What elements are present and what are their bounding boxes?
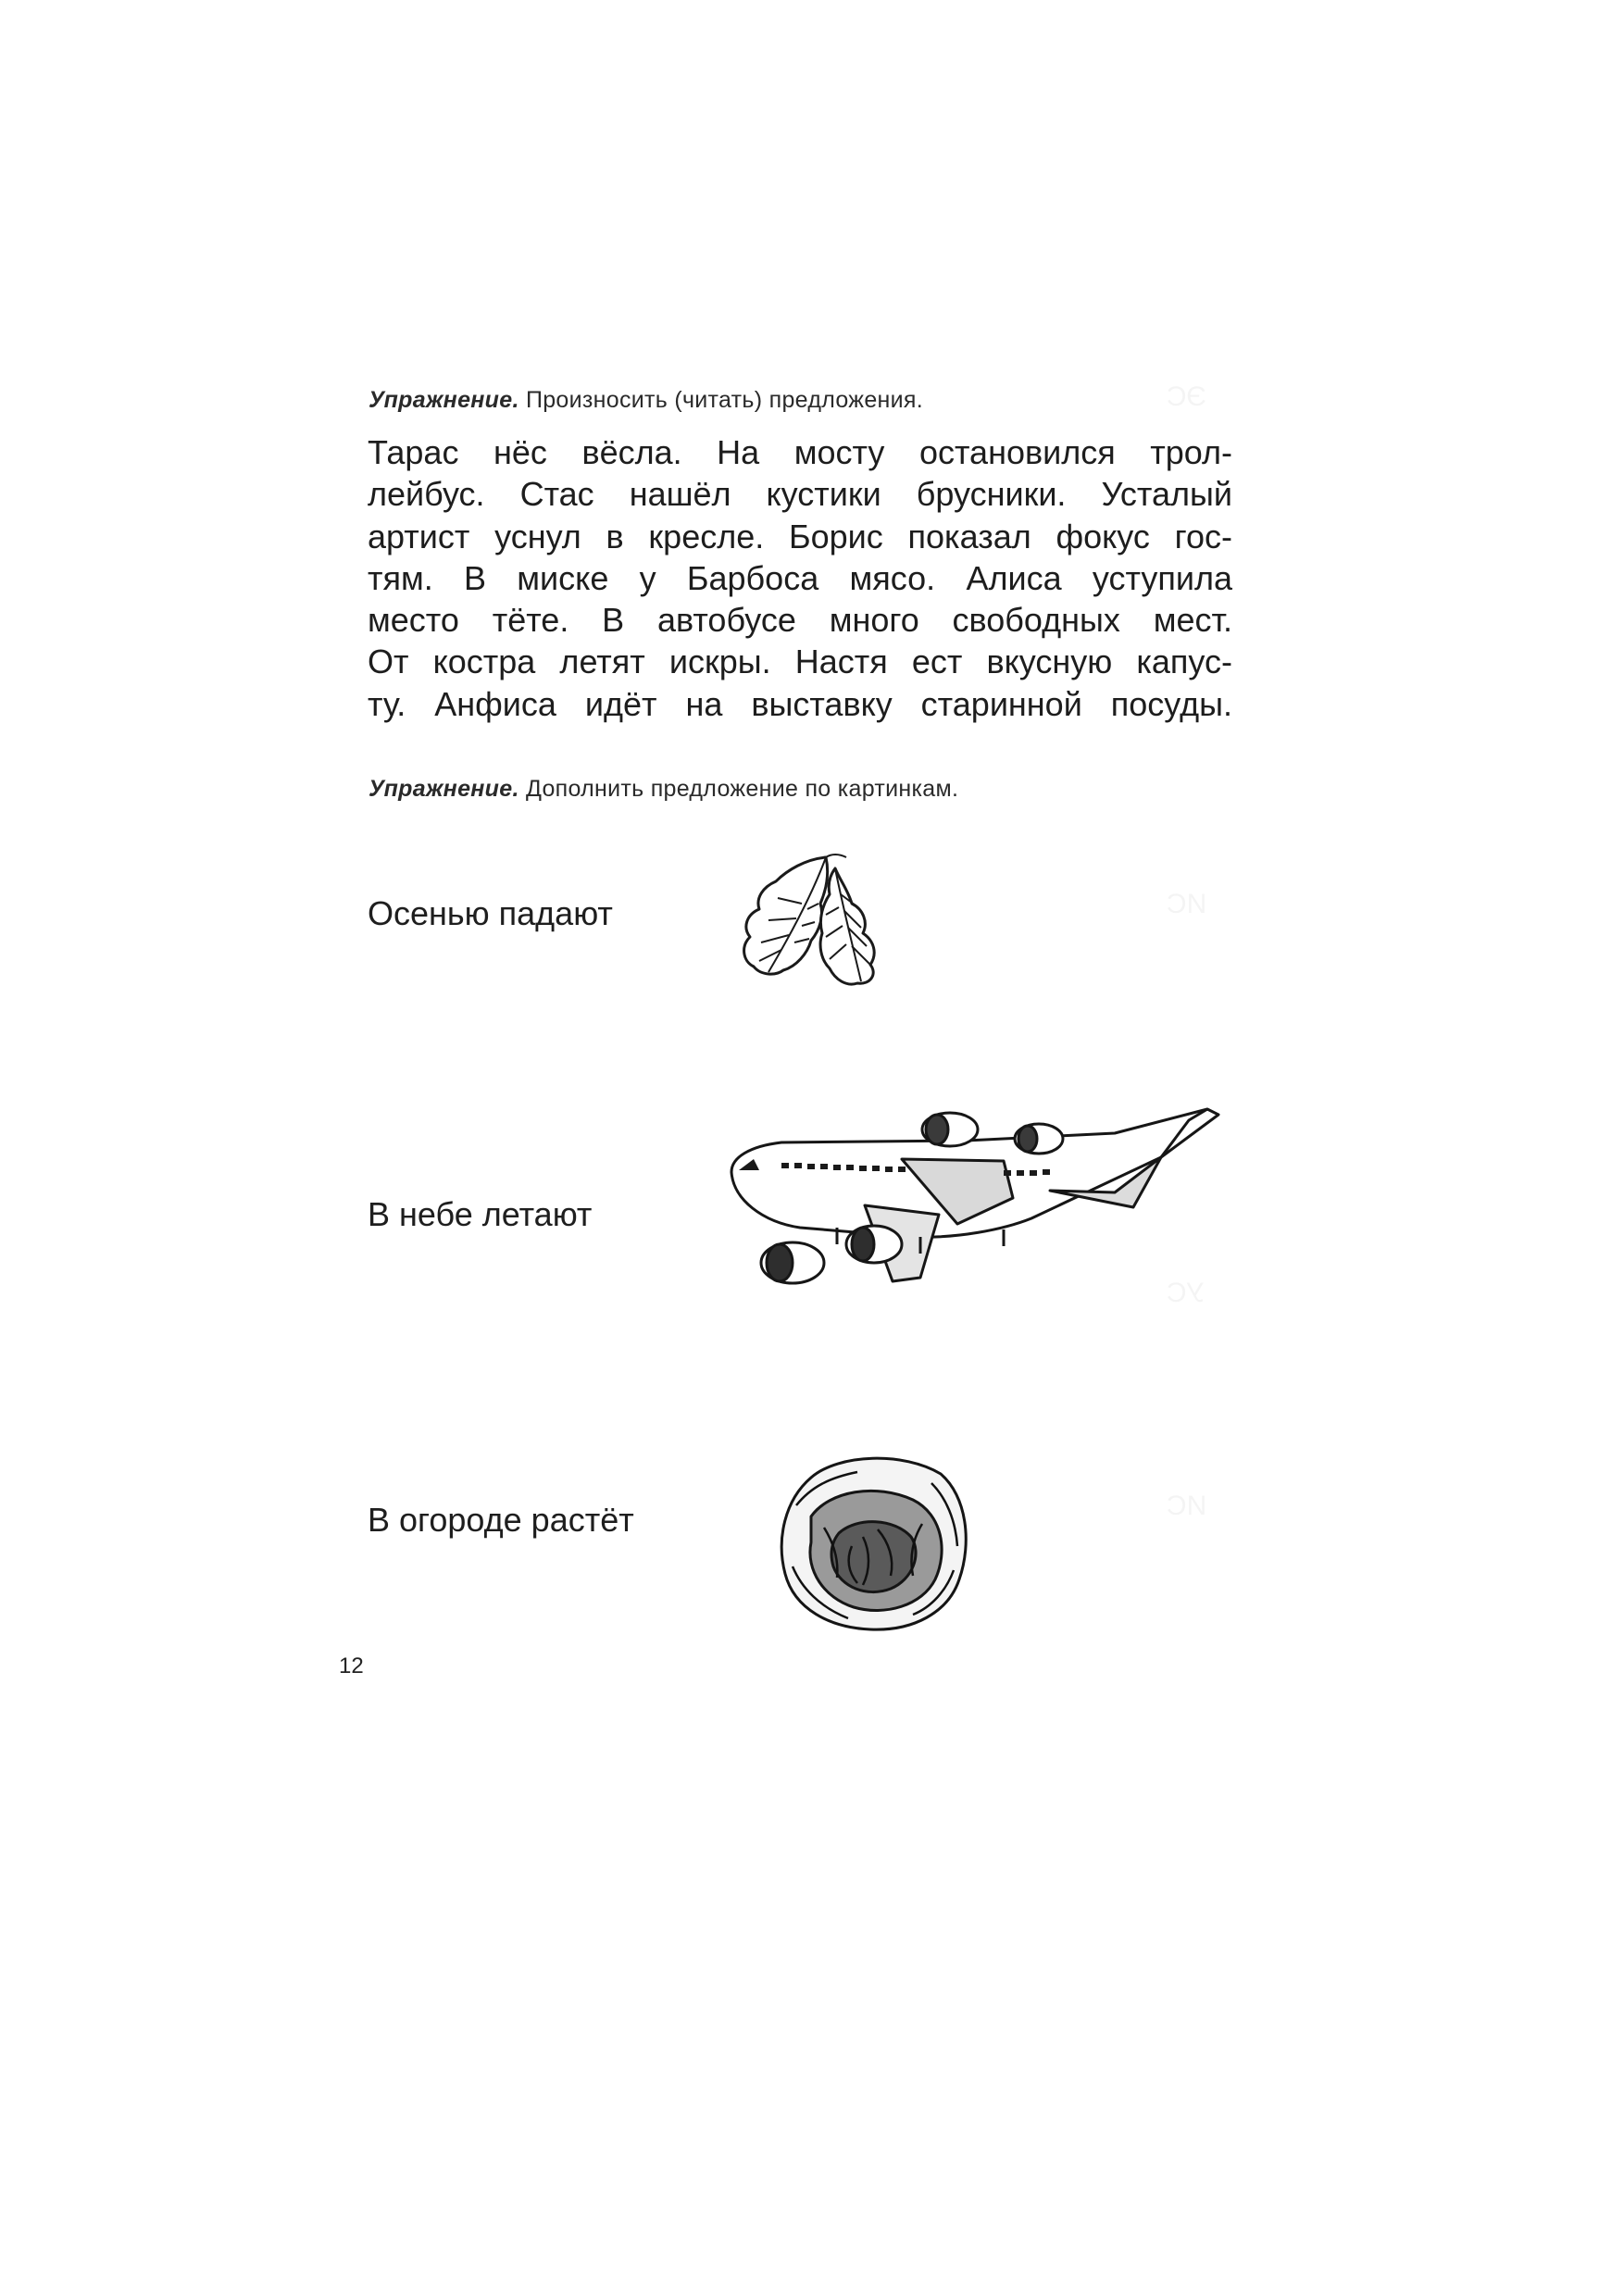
prompt-garden: В огороде растёт xyxy=(368,1501,634,1539)
airplane-icon xyxy=(726,1105,1226,1318)
text-line: лейбус. Стас нашёл кустики брусники. Усталый xyxy=(368,475,1232,514)
bleed-through-4 xyxy=(1167,1491,1206,1522)
text-line: От костра летят искры. Настя ест вкусную капус- xyxy=(368,643,1232,681)
text-line: артист уснул в кресле. Борис показал фокус гос- xyxy=(368,517,1232,555)
text-line: ту. Анфиса идёт на выставку старинной посуды. xyxy=(368,684,1232,723)
bleed-through-1 xyxy=(1167,381,1206,413)
exercise-2-instruction: Дополнить предложение по картинкам. xyxy=(525,776,959,802)
prompt-autumn-leaves: Осенью падают xyxy=(368,894,613,932)
page-number: 12 xyxy=(339,1653,364,1678)
text-line: Тарас нёс вёсла. На мосту остановился трол- xyxy=(368,433,1232,471)
exercise-1-label: Упражнение. xyxy=(369,387,519,413)
exercise-1-heading xyxy=(369,387,923,414)
exercise-2-heading xyxy=(369,776,958,803)
exercise-1-instruction: Произносить (читать) предложения. xyxy=(525,387,923,413)
oak-leaves-icon xyxy=(722,850,917,989)
text-line: место тёте. В автобусе много свободных мест. xyxy=(368,601,1232,640)
prompt-sky: В небе летают xyxy=(368,1195,593,1233)
exercise-2-label: Упражнение. xyxy=(369,776,519,802)
text-line: тям. В миске у Барбоса мясо. Алиса уступила xyxy=(368,558,1232,597)
exercise-1-text xyxy=(368,431,1232,725)
cabbage-icon xyxy=(774,1450,974,1635)
bleed-through-2 xyxy=(1167,889,1206,920)
